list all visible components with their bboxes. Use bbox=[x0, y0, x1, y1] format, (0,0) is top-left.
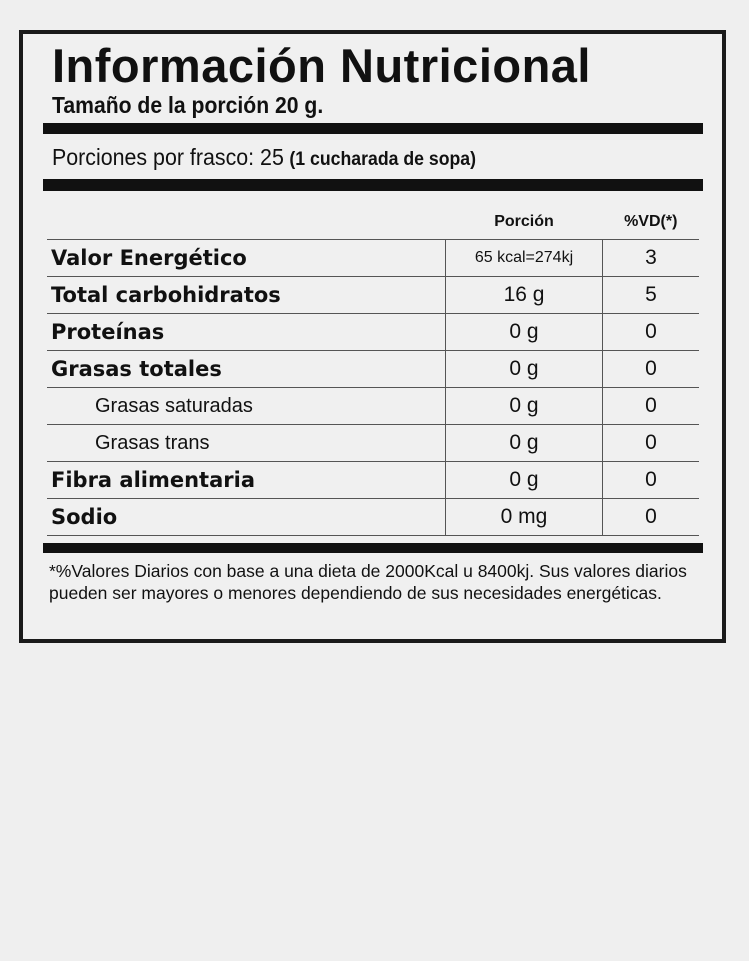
serving-size: Tamaño de la porción 20 g. bbox=[52, 92, 324, 118]
nutrient-name: Grasas saturadas bbox=[47, 388, 446, 425]
servings-per-jar bbox=[52, 144, 476, 171]
table-row bbox=[47, 240, 699, 277]
header-portion: Porción bbox=[446, 204, 603, 240]
nutrient-dv: 0 bbox=[603, 388, 700, 425]
nutrient-name: Grasas totales bbox=[47, 351, 446, 388]
nutrient-table bbox=[47, 204, 699, 536]
nutrient-portion: 65 kcal=274kj bbox=[446, 240, 603, 277]
table-row bbox=[47, 388, 699, 425]
table-row bbox=[47, 277, 699, 314]
nutrient-portion: 0 g bbox=[446, 388, 603, 425]
footnote: *%Valores Diarios con base a una dieta de 2000Kcal u 8400kj. Sus valores diarios pueden ser mayores o menores dependiendo de sus necesidades energéticas. bbox=[49, 561, 687, 603]
nutrient-dv: 0 bbox=[603, 314, 700, 351]
header-dv: %VD(*) bbox=[603, 204, 700, 240]
header-nutrient bbox=[47, 204, 446, 240]
table-row bbox=[47, 351, 699, 388]
servings-count: Porciones por frasco: 25 bbox=[52, 144, 284, 170]
nutrient-portion: 0 g bbox=[446, 314, 603, 351]
table-row bbox=[47, 462, 699, 499]
nutrient-dv: 0 bbox=[603, 462, 700, 499]
table-row bbox=[47, 499, 699, 536]
nutrient-dv: 0 bbox=[603, 351, 700, 388]
nutrient-portion: 0 g bbox=[446, 425, 603, 462]
nutrient-name: Sodio bbox=[47, 499, 446, 536]
nutrient-dv: 0 bbox=[603, 425, 700, 462]
table-header bbox=[47, 204, 699, 240]
nutrient-name: Proteínas bbox=[47, 314, 446, 351]
label-title: Información Nutricional bbox=[52, 39, 591, 92]
nutrition-facts-label bbox=[19, 30, 726, 643]
divider-bar bbox=[43, 123, 703, 134]
divider-bar bbox=[43, 179, 703, 191]
table-row bbox=[47, 425, 699, 462]
nutrient-name: Grasas trans bbox=[47, 425, 446, 462]
nutrient-dv: 3 bbox=[603, 240, 700, 277]
nutrient-name: Valor Energético bbox=[47, 240, 446, 277]
nutrient-name: Total carbohidratos bbox=[47, 277, 446, 314]
nutrient-dv: 5 bbox=[603, 277, 700, 314]
nutrient-dv: 0 bbox=[603, 499, 700, 536]
nutrient-portion: 0 mg bbox=[446, 499, 603, 536]
table-row bbox=[47, 314, 699, 351]
nutrient-portion: 0 g bbox=[446, 462, 603, 499]
divider-bar bbox=[43, 543, 703, 553]
nutrient-portion: 0 g bbox=[446, 351, 603, 388]
serving-note: (1 cucharada de sopa) bbox=[289, 149, 477, 170]
nutrient-portion: 16 g bbox=[446, 277, 603, 314]
nutrient-name: Fibra alimentaria bbox=[47, 462, 446, 499]
